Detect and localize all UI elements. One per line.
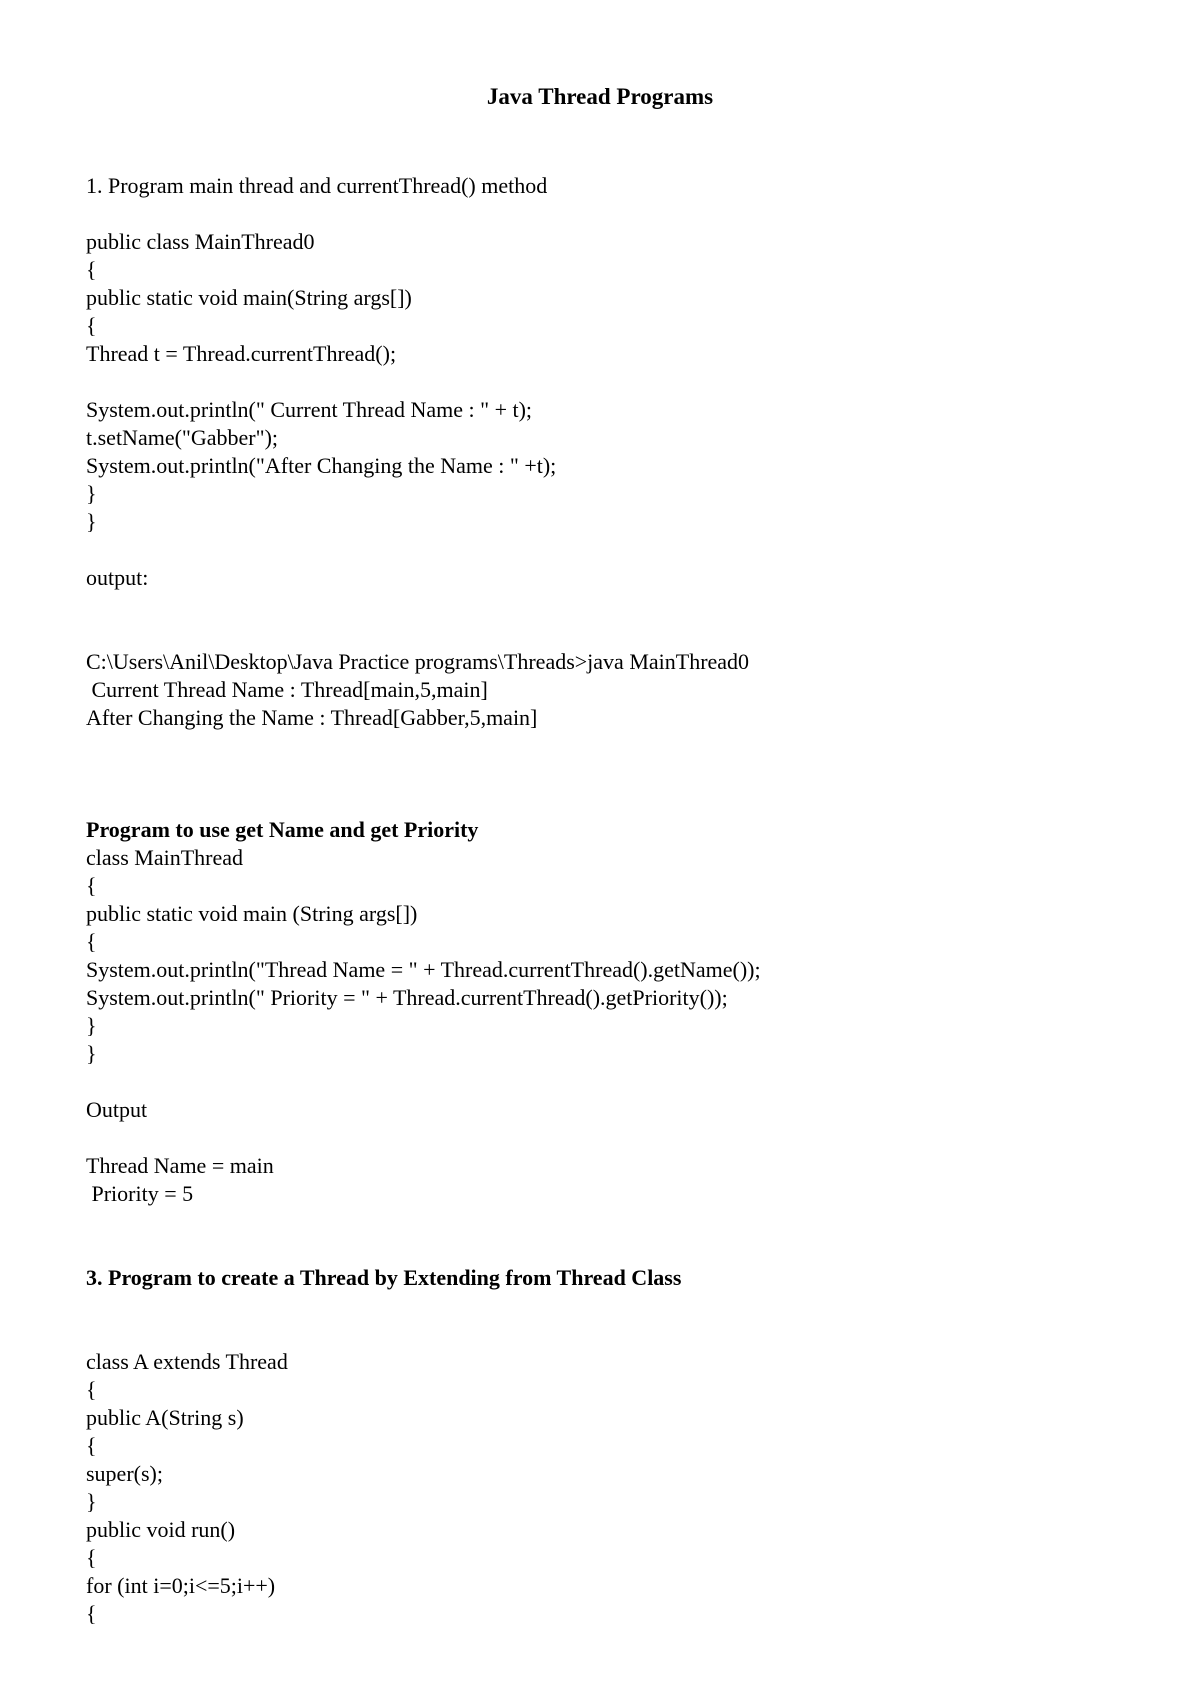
output-label: Output: [86, 1097, 148, 1122]
output-line: After Changing the Name : Thread[Gabber,5,main]: [86, 705, 538, 730]
code-line: {: [86, 873, 97, 898]
code-line: System.out.println(" Current Thread Name : " + t);: [86, 397, 533, 422]
output-line: Thread Name = main: [86, 1153, 274, 1178]
code-line: public static void main (String args[]): [86, 901, 418, 926]
code-line: public class MainThread0: [86, 229, 315, 254]
code-line: public void run(): [86, 1517, 236, 1542]
code-line: {: [86, 313, 97, 338]
code-line: {: [86, 1545, 97, 1570]
code-line: public A(String s): [86, 1405, 244, 1430]
code-line: class MainThread: [86, 845, 243, 870]
output-line: Priority = 5: [86, 1181, 194, 1206]
code-line: class A extends Thread: [86, 1349, 288, 1374]
code-line: super(s);: [86, 1461, 163, 1486]
code-line: {: [86, 1433, 97, 1458]
section-2-heading: Program to use get Name and get Priority: [86, 817, 479, 842]
code-line: }: [86, 1489, 97, 1514]
code-line: {: [86, 929, 97, 954]
code-line: }: [86, 1041, 97, 1066]
code-line: public static void main(String args[]): [86, 285, 412, 310]
code-line: {: [86, 257, 97, 282]
code-line: }: [86, 481, 97, 506]
code-line: System.out.println("After Changing the Name : " +t);: [86, 453, 557, 478]
code-line: for (int i=0;i<=5;i++): [86, 1573, 276, 1598]
code-line: }: [86, 509, 97, 534]
code-line: System.out.println(" Priority = " + Thread.currentThread().getPriority());: [86, 985, 728, 1010]
document-title: Java Thread Programs: [486, 84, 714, 109]
code-line: }: [86, 1013, 97, 1038]
code-line: System.out.println("Thread Name = " + Thread.currentThread().getName());: [86, 957, 761, 982]
output-line: C:\Users\Anil\Desktop\Java Practice programs\Threads>java MainThread0: [86, 649, 750, 674]
code-line: {: [86, 1601, 97, 1626]
code-line: t.setName("Gabber");: [86, 425, 279, 450]
output-label: output:: [86, 565, 149, 590]
section-3-heading: 3. Program to create a Thread by Extending from Thread Class: [86, 1265, 682, 1290]
code-line: Thread t = Thread.currentThread();: [86, 341, 397, 366]
section-1-heading: 1. Program main thread and currentThread() method: [86, 173, 548, 198]
code-line: {: [86, 1377, 97, 1402]
output-line: Current Thread Name : Thread[main,5,main]: [86, 677, 488, 702]
